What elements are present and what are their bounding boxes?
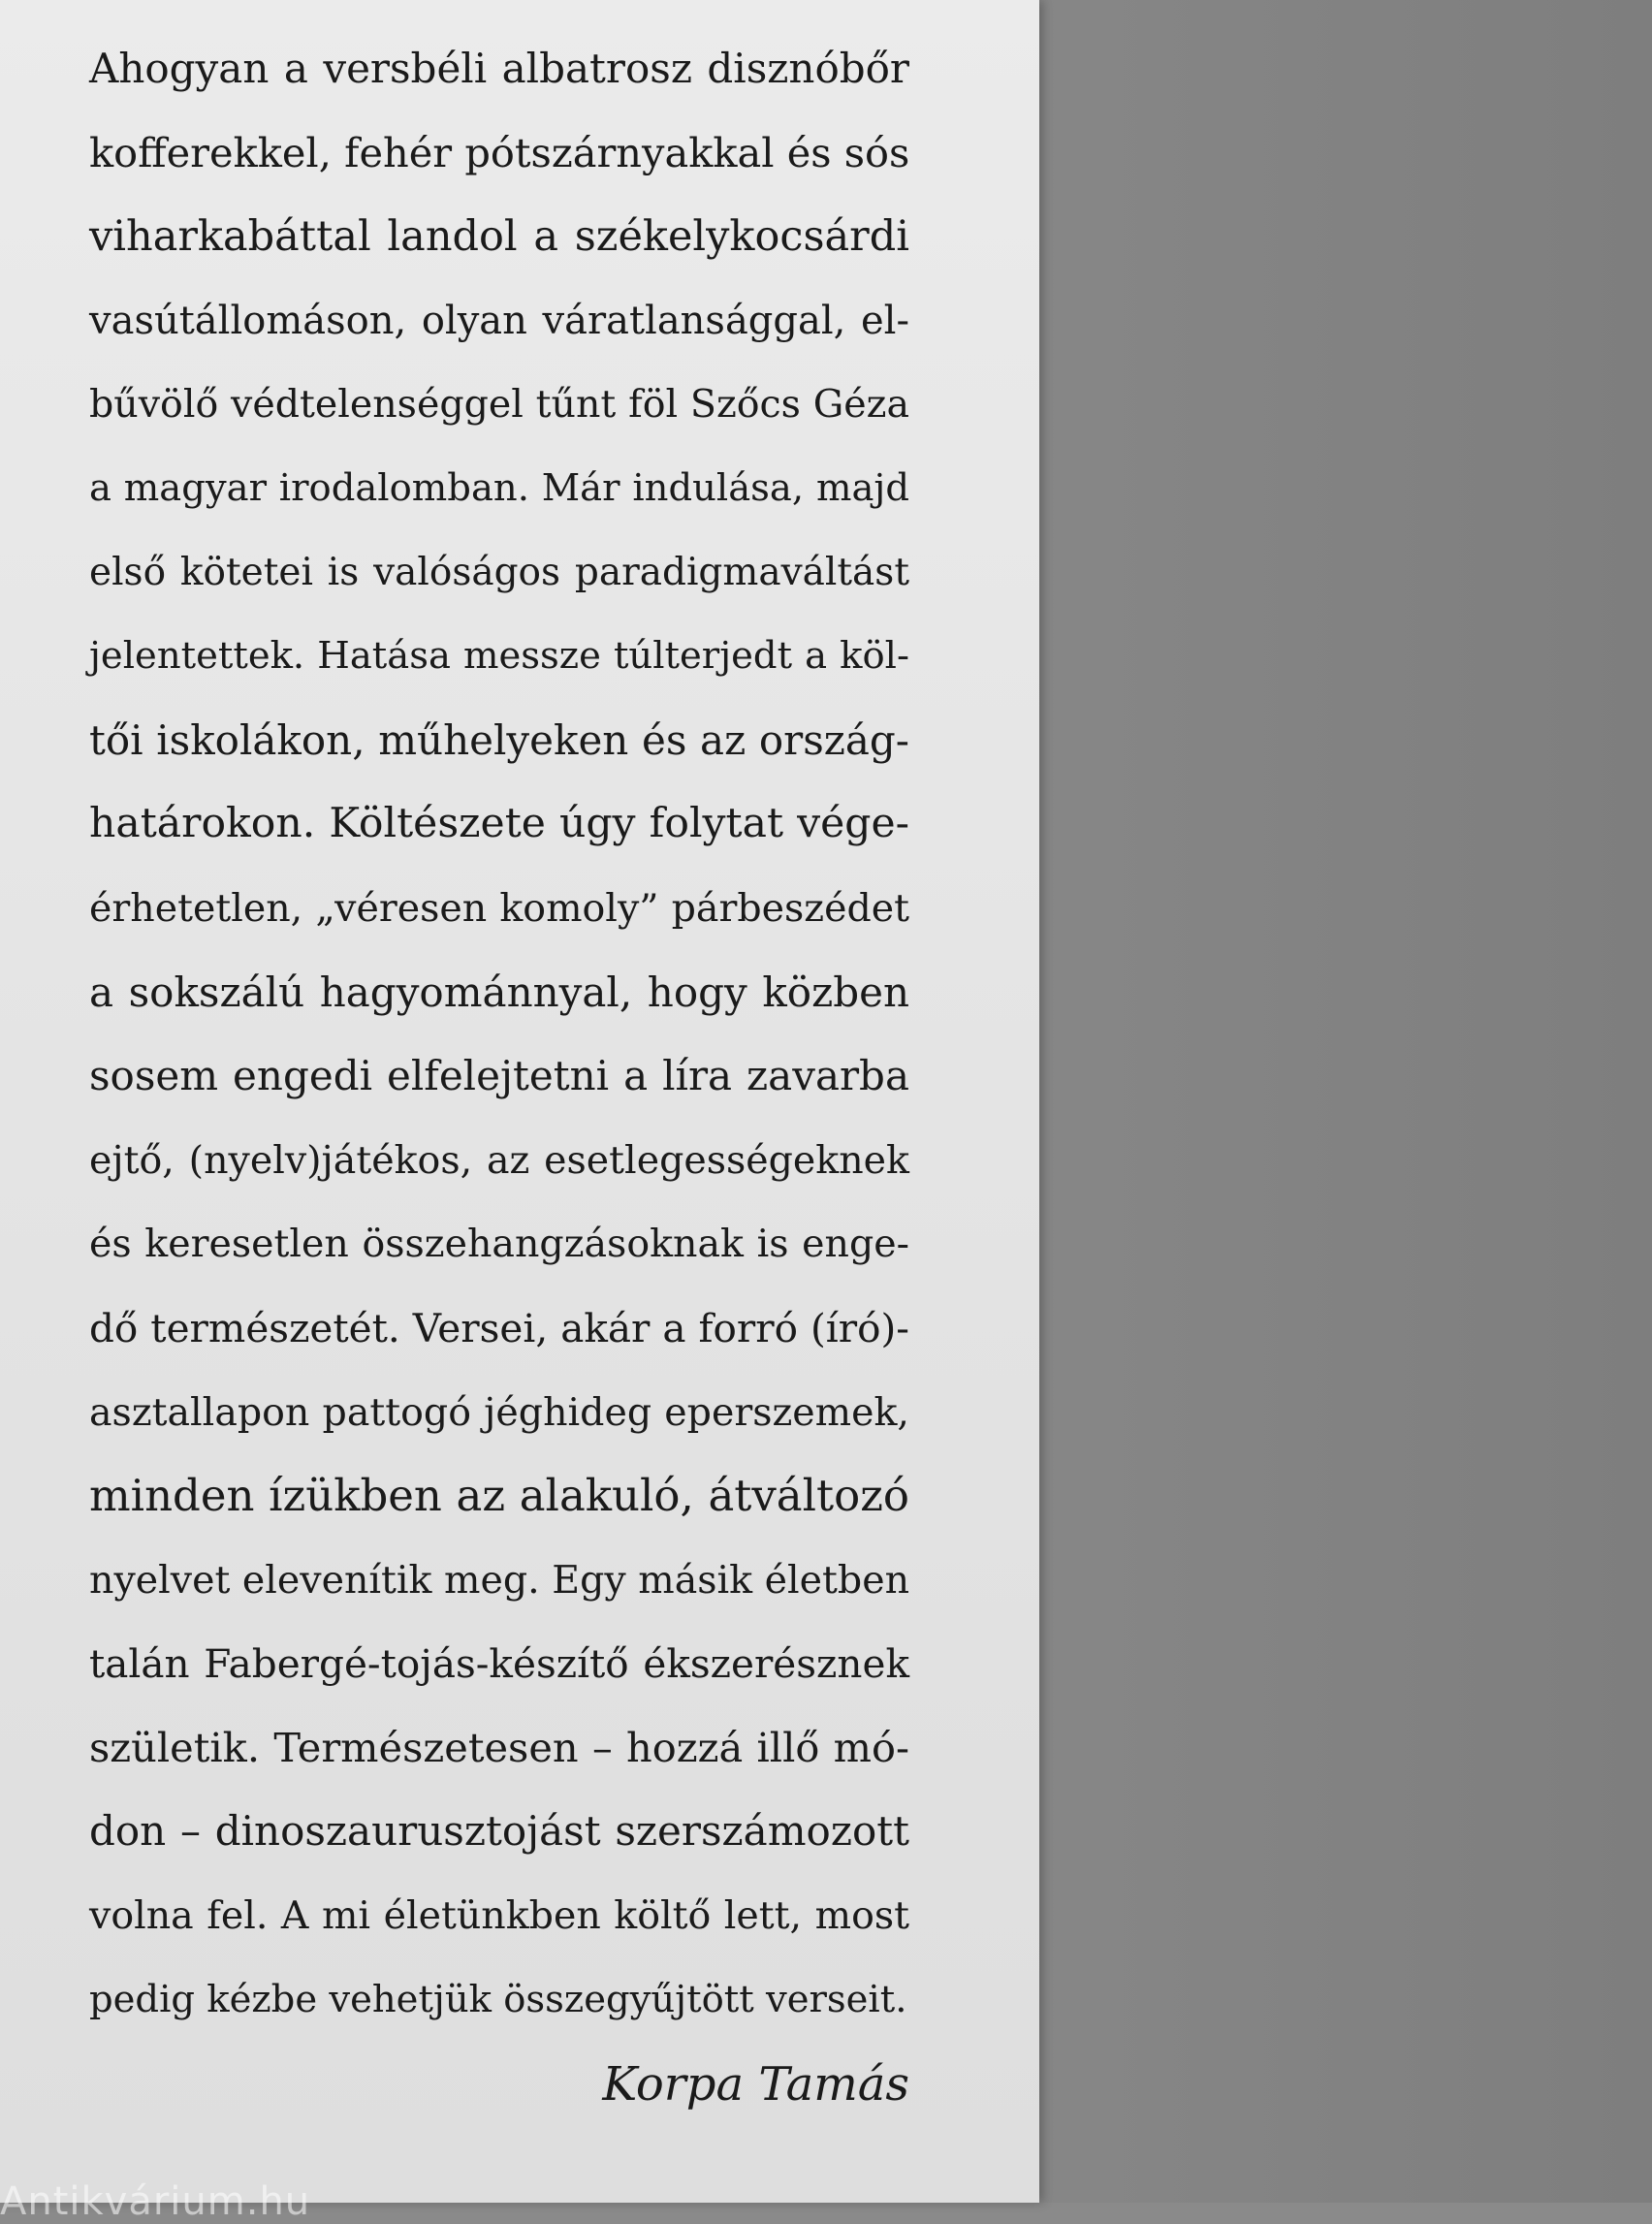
text-line: don – dinoszaurusztojást szerszámozott: [89, 1807, 909, 1856]
text-line: kofferekkel, fehér pótszárnyakkal és sós: [89, 128, 910, 176]
text-line: határokon. Költészete úgy folytat vége-: [89, 800, 909, 848]
text-line: volna fel. A mi életünkben költő lett, most: [89, 1893, 909, 1939]
text-line: vasútállomáson, olyan váratlansággal, el-: [89, 298, 909, 343]
text-line: Ahogyan a versbéli albatrosz disznóbőr: [89, 45, 909, 92]
text-line: bűvölő védtelenséggel tűnt föl Szőcs Géza: [89, 382, 909, 428]
text-line: talán Fabergé-tojás-készítő ékszerésznek: [89, 1640, 909, 1688]
text-line: asztallapon pattogó jéghideg eperszemek,: [89, 1389, 909, 1435]
text-line: minden ízükben az alakuló, átváltozó: [89, 1470, 909, 1522]
text-line: tői iskolákon, műhelyeken és az ország-: [89, 715, 909, 764]
text-line: a magyar irodalomban. Már indulása, majd: [89, 465, 909, 510]
text-line: a sokszálú hagyománnyal, hogy közben: [89, 968, 909, 1016]
text-line: első kötetei is valóságos paradigmaváltást: [89, 550, 909, 594]
text-line: dő természetét. Versei, akár a forró (író)-: [89, 1304, 909, 1351]
text-line: ejtő, (nyelv)játékos, az esetlegességeknek: [89, 1137, 909, 1183]
text-line: pedig kézbe vehetjük összegyűjtött verseit.: [89, 1977, 907, 2021]
text-line: és keresetlen összehangzásoknak is enge-: [89, 1222, 909, 1267]
text-line: sosem engedi elfelejtetni a líra zavarba: [89, 1052, 909, 1100]
author-signature: Korpa Tamás: [602, 2057, 909, 2112]
text-line: érhetetlen, „véresen komoly” párbeszédet: [89, 885, 909, 931]
text-line: nyelvet elevenítik meg. Egy másik életben: [89, 1557, 910, 1603]
blurb-paragraph: [89, 27, 909, 2042]
watermark: Antikvárium.hu: [0, 2179, 311, 2224]
text-line: jelentettek. Hatása messze túlterjedt a köl-: [89, 634, 909, 679]
text-line: születik. Természetesen – hozzá illő mó-: [89, 1723, 909, 1771]
text-line: viharkabáttal landol a székelykocsárdi: [89, 212, 909, 262]
